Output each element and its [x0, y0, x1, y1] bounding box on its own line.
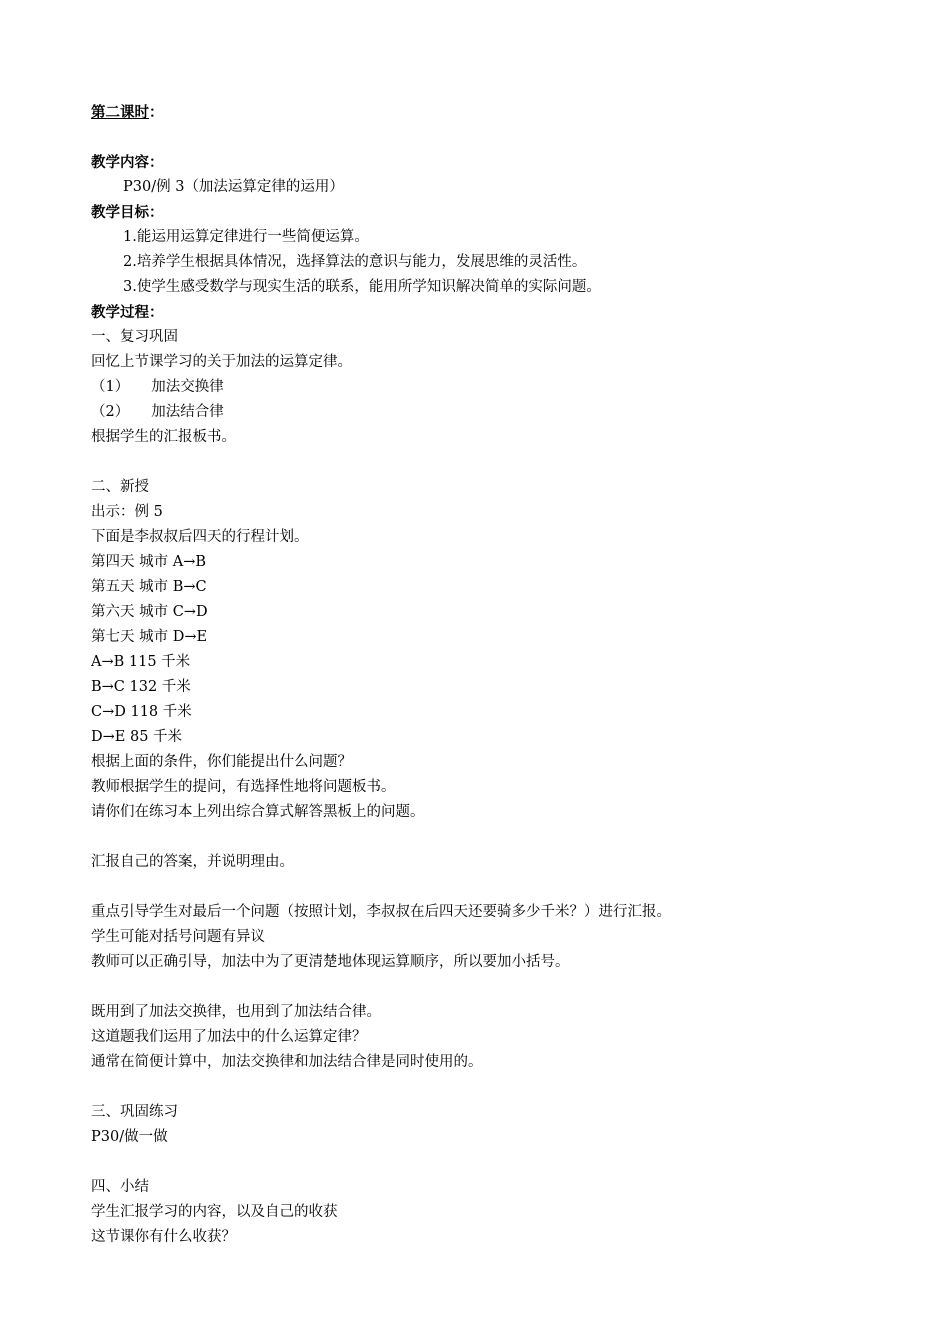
section2-line: 根据上面的条件，你们能提出什么问题？ — [91, 754, 352, 770]
section2-guide-line: 学生可能对括号问题有异议 — [91, 929, 265, 945]
list-number: （2） — [91, 404, 130, 420]
section3-text: P30/做一做 — [91, 1129, 168, 1145]
section2-line: 第四天 城市 A→B — [91, 554, 206, 570]
spacer — [91, 875, 891, 900]
section2-report: 汇报自己的答案，并说明理由。 — [91, 854, 294, 870]
list-text: 加法结合律 — [151, 404, 224, 420]
spacer — [91, 975, 891, 1000]
goal-item: 2.培养学生根据具体情况，选择算法的意识与能力，发展思维的灵活性。 — [123, 254, 587, 270]
section2-line: B→C 132 千米 — [91, 679, 191, 695]
content-label: 教学内容： — [91, 154, 164, 171]
section2-guide-line: 重点引导学生对最后一个问题（按照计划，李叔叔在后四天还要骑多少千米？）进行汇报。 — [91, 904, 671, 920]
section2-summary-line: 通常在简便计算中，加法交换律和加法结合律是同时使用的。 — [91, 1054, 483, 1070]
section4-line: 学生汇报学习的内容，以及自己的收获 — [91, 1204, 338, 1220]
section2-line: 请你们在练习本上列出综合算式解答黑板上的问题。 — [91, 804, 425, 820]
lesson-heading — [91, 100, 891, 125]
section3-title: 三、巩固练习 — [91, 1104, 178, 1120]
section2-summary-line: 这道题我们运用了加法中的什么运算定律？ — [91, 1029, 367, 1045]
section2-guide-line: 教师可以正确引导，加法中为了更清楚地体现运算顺序，所以要加小括号。 — [91, 954, 570, 970]
spacer — [91, 125, 891, 150]
section2-summary-line: 既用到了加法交换律，也用到了加法结合律。 — [91, 1004, 381, 1020]
section2-line: 出示：例 5 — [91, 504, 163, 520]
document-page — [91, 100, 891, 1250]
content-text: P30/例 3（加法运算定律的运用） — [123, 179, 344, 195]
spacer — [91, 1075, 891, 1100]
section2-line: D→E 85 千米 — [91, 729, 183, 745]
list-number: （1） — [91, 379, 130, 395]
section4-line: 这节课你有什么收获？ — [91, 1229, 236, 1245]
section1-list-item — [91, 400, 891, 425]
goal-item: 3.使学生感受数学与现实生活的联系，能用所学知识解决简单的实际问题。 — [123, 279, 601, 295]
section2-line: A→B 115 千米 — [91, 654, 191, 670]
section4-title: 四、小结 — [91, 1179, 149, 1195]
section1-list-item — [91, 375, 891, 400]
spacer — [91, 450, 891, 475]
section2-line: 下面是李叔叔后四天的行程计划。 — [91, 529, 309, 545]
section1-intro: 回忆上节课学习的关于加法的运算定律。 — [91, 354, 352, 370]
goals-label: 教学目标： — [91, 204, 164, 221]
process-label: 教学过程： — [91, 304, 164, 321]
section2-line: C→D 118 千米 — [91, 704, 192, 720]
section2-title: 二、新授 — [91, 479, 149, 495]
section1-title: 一、复习巩固 — [91, 329, 178, 345]
spacer — [91, 825, 891, 850]
spacer — [91, 1150, 891, 1175]
lesson-title: 第二课时 — [91, 104, 149, 121]
lesson-title-colon: ： — [149, 104, 164, 121]
list-text: 加法交换律 — [151, 379, 224, 395]
section2-line: 第五天 城市 B→C — [91, 579, 207, 595]
goal-item: 1.能运用运算定律进行一些简便运算。 — [123, 229, 369, 245]
section2-line: 教师根据学生的提问，有选择性地将问题板书。 — [91, 779, 396, 795]
section2-line: 第七天 城市 D→E — [91, 629, 208, 645]
section2-line: 第六天 城市 C→D — [91, 604, 208, 620]
section1-after: 根据学生的汇报板书。 — [91, 429, 236, 445]
